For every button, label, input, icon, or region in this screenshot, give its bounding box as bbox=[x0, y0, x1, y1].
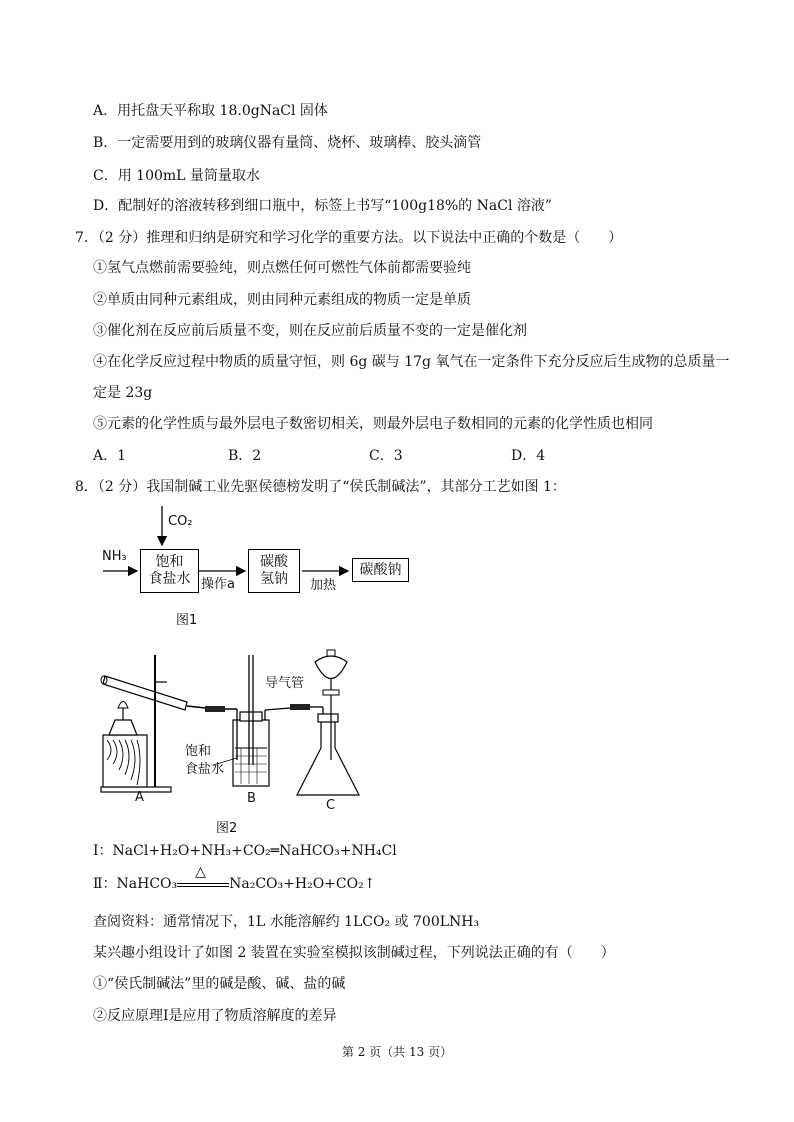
q7-statement-3: ③催化剂在反应前后质量不变，则在反应前后质量不变的一定是催化剂 bbox=[93, 323, 527, 339]
heating-label: 加热 bbox=[310, 578, 337, 593]
q7-statement-5: ⑤元素的化学性质与最外层电子数密切相关，则最外层电子数相同的元素的化学性质也相同 bbox=[93, 416, 653, 432]
page-footer: 第 2 页（共 13 页） bbox=[341, 1045, 453, 1059]
q6-option-b: B．一定需要用到的玻璃仪器有量筒、烧杯、玻璃棒、胶头滴管 bbox=[93, 135, 482, 151]
apparatus-a-label: A bbox=[135, 790, 144, 805]
apparatus-c-label: C bbox=[326, 798, 336, 813]
box1-line2: 食盐水 bbox=[148, 571, 191, 587]
equals-double-line bbox=[177, 883, 229, 887]
sodium-carbonate-box: 碳酸钠 bbox=[352, 558, 409, 582]
equation-2-right: Na₂CO₃+H₂O+CO₂↑ bbox=[229, 876, 376, 892]
figure-1-caption: 图1 bbox=[176, 613, 198, 628]
reference-info: 查阅资料：通常情况下，1L 水能溶解约 1LCO₂ 或 700LNH₃ bbox=[93, 914, 480, 930]
nh3-label: NH₃ bbox=[102, 549, 127, 564]
box2-line1: 碳酸 bbox=[260, 554, 288, 570]
box1-line1: 饱和 bbox=[155, 554, 184, 570]
q7-statement-2: ②单质由同种元素组成，则由同种元素组成的物质一定是单质 bbox=[93, 292, 471, 308]
saturated-brine-box bbox=[140, 549, 199, 593]
q7-statement-1: ①氢气点燃前需要验纯，则点燃任何可燃性气体前都需要验纯 bbox=[93, 260, 471, 276]
figure-1-flowchart bbox=[95, 500, 425, 630]
q7-stem: 7．（2 分）推理和归纳是研究和学习化学的重要方法。以下说法中正确的个数是（ ） bbox=[75, 230, 623, 246]
equation-1: Ⅰ：NaCl+H₂O+NH₃+CO₂═NaHCO₃+NH₄Cl bbox=[93, 843, 397, 859]
box2-line2: 氢钠 bbox=[260, 571, 288, 587]
figure-2-caption: 图2 bbox=[216, 821, 238, 836]
equation-2-left: Ⅱ：NaHCO₃ bbox=[93, 876, 178, 892]
q8-statement-2: ②反应原理Ⅰ是应用了物质溶解度的差异 bbox=[93, 1008, 337, 1024]
brine-label-line2: 食盐水 bbox=[185, 762, 225, 777]
q8-task: 某兴趣小组设计了如图 2 装置在实验室模拟该制碱过程，下列说法正确的有（ ） bbox=[93, 945, 615, 961]
q7-option-d: D．4 bbox=[511, 448, 546, 464]
q7-statement-4-cont: 定是 23g bbox=[93, 385, 153, 401]
co2-label: CO₂ bbox=[168, 514, 193, 529]
equation-2 bbox=[93, 864, 376, 893]
delta-symbol: △ bbox=[195, 864, 206, 880]
q7-option-c: C．3 bbox=[369, 448, 403, 464]
figure-2-apparatus bbox=[95, 640, 385, 840]
heat-condition bbox=[177, 864, 229, 893]
q6-option-d: D．配制好的溶液转移到细口瓶中，标签上书写“100g18%的 NaCl 溶液” bbox=[93, 198, 553, 214]
operation-a-label: 操作a bbox=[201, 577, 235, 592]
q7-option-b: B．2 bbox=[228, 448, 262, 464]
gas-tube-label: 导气管 bbox=[265, 676, 305, 691]
q6-option-a: A．用托盘天平称取 18.0gNaCl 固体 bbox=[93, 103, 328, 119]
q6-option-c: C．用 100mL 量筒量取水 bbox=[93, 168, 260, 184]
q7-option-a: A．1 bbox=[93, 448, 127, 464]
apparatus-drawing bbox=[95, 640, 385, 840]
q7-options bbox=[93, 447, 613, 465]
sodium-bicarbonate-box bbox=[248, 549, 300, 593]
q8-statement-1: ①“侯氏制碱法”里的碱是酸、碱、盐的碱 bbox=[93, 976, 346, 992]
q7-statement-4: ④在化学反应过程中物质的质量守恒，则 6g 碳与 17g 氧气在一定条件下充分反应后生成物的总质量一 bbox=[93, 354, 730, 370]
q8-stem: 8．（2 分）我国制碱工业先驱侯德榜发明了“侯氏制碱法”，其部分工艺如图 1： bbox=[75, 479, 566, 495]
apparatus-b-label: B bbox=[247, 791, 256, 806]
brine-label-line1: 饱和 bbox=[185, 744, 212, 759]
